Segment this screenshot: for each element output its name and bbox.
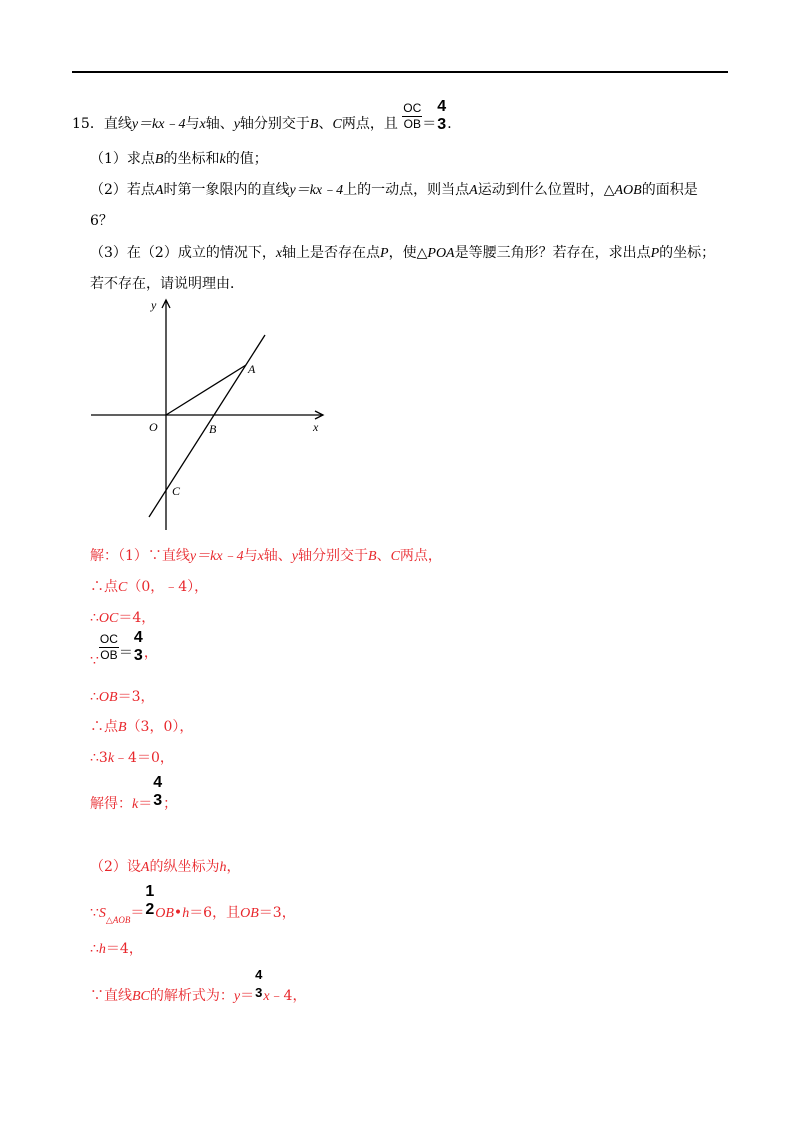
solution-line-8: 解得：k＝ 4 3 ； <box>90 774 178 812</box>
solution-line-10: $\because S_{\triangle AOB}=$ 1 2 OB•h＝6，且OB＝3， <box>90 883 296 925</box>
header-rule <box>72 71 728 73</box>
problem-stem: 15．直线y＝kx﹣4与x轴、y轴分别交于B、C两点，且 $\frac{OC}{OB}$ ＝ 4 3 ． <box>72 98 462 133</box>
solution-line-3: ∴OC＝4， <box>90 610 156 626</box>
label-o: O <box>149 420 158 434</box>
solution-line-5: ∴OB＝3， <box>90 689 155 705</box>
solution-line-7: ∴3k﹣4＝0， <box>90 750 174 766</box>
solution-ratio-fraction: $\frac{OC}{OB}$ <box>99 631 118 662</box>
label-c: C <box>172 484 181 498</box>
question-3: （3）在（2）成立的情况下，x轴上是否存在点P，使△POA是等腰三角形？若存在，求出点P的坐标； <box>90 245 716 261</box>
slope-fraction: 4 3 <box>255 967 263 1000</box>
label-x: x <box>313 420 319 434</box>
solution-line-6: ∴点B（3，0）， <box>90 719 194 735</box>
half-fraction: 1 2 <box>145 883 155 918</box>
segment-oa <box>166 365 246 415</box>
label-a: A <box>248 362 256 376</box>
solution-line-2: ∴点C（0，﹣4）， <box>90 579 209 595</box>
coordinate-figure <box>85 295 335 535</box>
solution-ratio-value: 4 3 <box>133 629 143 664</box>
label-y: y <box>151 298 157 312</box>
solution-line-1: 解：（1）∵直线y＝kx﹣4与x轴、y轴分别交于B、C两点， <box>90 548 442 564</box>
ratio-fraction: $\frac{OC}{OB}$ <box>403 100 422 131</box>
k-value-fraction: 4 3 <box>153 774 163 809</box>
question-2-cont: 6？ <box>90 213 113 229</box>
question-2: （2）若点A时第一象限内的直线y＝kx﹣4上的一动点，则当点A运动到什么位置时，△AOB的面积是 <box>90 182 698 198</box>
ratio-value-fraction: 4 3 <box>437 98 447 133</box>
question-1: （1）求点B的坐标和k的值； <box>90 151 268 167</box>
solution-line-12: ∵直线BC的解析式为：y＝ 4 3 x﹣4， <box>90 967 307 1004</box>
label-b: B <box>209 422 217 436</box>
question-3-cont: 若不存在，请说明理由． <box>90 276 244 292</box>
solution-line-4: ∵ $\frac{OC}{OB}$ ＝ 4 3 ， <box>90 629 158 669</box>
solution-line-9: （2）设A的纵坐标为h， <box>90 859 241 875</box>
solution-line-11: ∴h＝4， <box>90 941 143 957</box>
